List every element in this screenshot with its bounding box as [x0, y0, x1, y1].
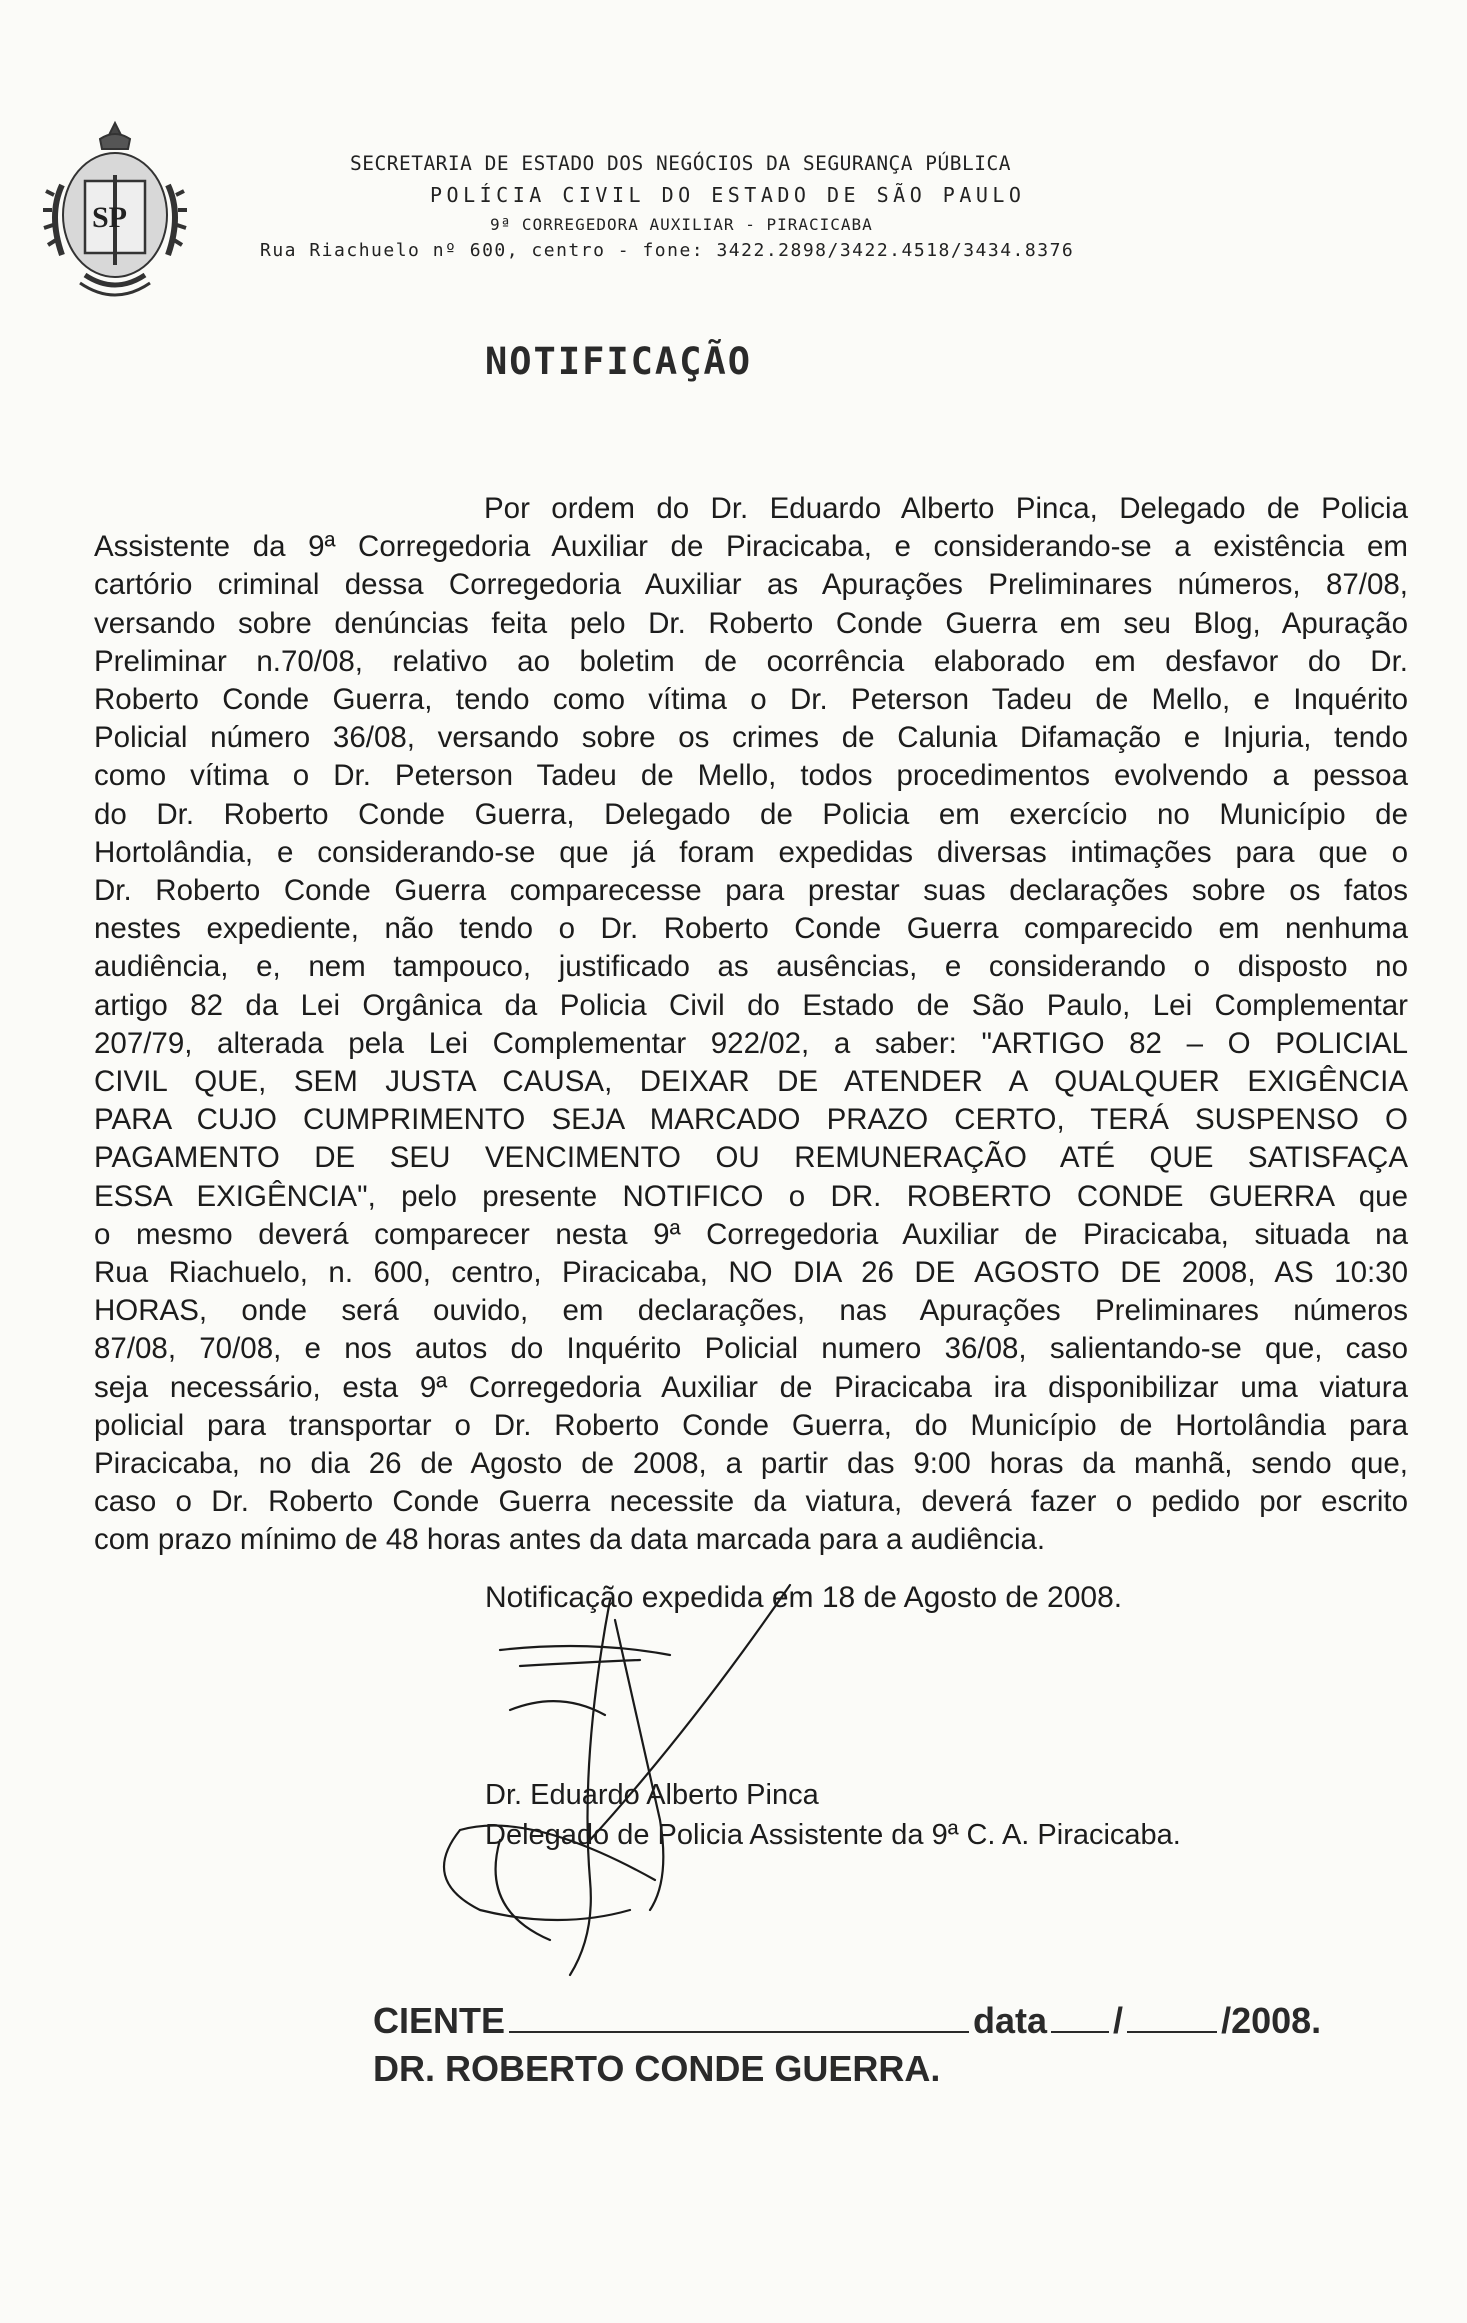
data-label: data [973, 2000, 1048, 2041]
letterhead-address: Rua Riachuelo nº 600, centro - fone: 3422.2898/3422.4518/3434.8376 [260, 240, 1075, 261]
body-line: Rua Riachuelo, n. 600, centro, Piracicaba, NO DIA 26 DE AGOSTO DE 2008, AS 10:30 [94, 1256, 1408, 1290]
body-line: Assistente da 9ª Corregedoria Auxiliar de Piracicaba, e considerando-se a existência em [94, 530, 1408, 564]
day-line [1051, 2001, 1109, 2033]
letterhead-secretariat: SECRETARIA DE ESTADO DOS NEGÓCIOS DA SEGURANÇA PÚBLICA [350, 152, 1011, 175]
signer-name: Dr. Eduardo Alberto Pinca [485, 1779, 819, 1811]
body-line: Piracicaba, no dia 26 de Agosto de 2008, a partir das 9:00 horas da manhã, sendo que, [94, 1447, 1408, 1481]
body-line: caso o Dr. Roberto Conde Guerra necessite da viatura, deverá fazer o pedido por escrito [94, 1485, 1408, 1519]
body-line: nestes expediente, não tendo o Dr. Roberto Conde Guerra comparecido em nenhuma [94, 912, 1408, 946]
acknowledger-name: DR. ROBERTO CONDE GUERRA. [373, 2048, 941, 2089]
body-line: cartório criminal dessa Corregedoria Auxiliar as Apurações Preliminares números, 87/08, [94, 568, 1408, 602]
body-line: ESSA EXIGÊNCIA", pelo presente NOTIFICO o DR. ROBERTO CONDE GUERRA que [94, 1179, 1408, 1213]
acknowledgment-block [373, 2000, 1321, 2090]
ciente-label: CIENTE [373, 2000, 506, 2041]
letterhead [240, 152, 1300, 261]
body-line: Dr. Roberto Conde Guerra comparecesse para prestar suas declarações sobre os fatos [94, 874, 1408, 908]
date-slash: / [1113, 2000, 1124, 2041]
state-seal-icon [40, 115, 190, 305]
body-line: Policial número 36/08, versando sobre os crimes de Calunia Difamação e Injuria, tendo [94, 721, 1408, 755]
body-line: Preliminar n.70/08, relativo ao boletim de ocorrência elaborado em desfavor do Dr. [94, 644, 1408, 678]
ciente-signature-line [509, 2001, 969, 2033]
body-line: 87/08, 70/08, e nos autos do Inquérito Policial numero 36/08, salientando-se que, caso [94, 1332, 1408, 1366]
document-title: NOTIFICAÇÃO [485, 340, 753, 383]
body-line: 207/79, alterada pela Lei Complementar 922/02, a saber: "ARTIGO 82 – O POLICIAL [94, 1026, 1408, 1060]
body-line: com prazo mínimo de 48 horas antes da data marcada para a audiência. [94, 1523, 1046, 1557]
body-line: versando sobre denúncias feita pelo Dr. Roberto Conde Guerra em seu Blog, Apuração [94, 606, 1408, 640]
month-line [1127, 2001, 1217, 2033]
body-line: HORAS, onde será ouvido, em declarações, nas Apurações Preliminares números [94, 1294, 1408, 1328]
body-line: policial para transportar o Dr. Roberto Conde Guerra, do Município de Hortolândia para [94, 1408, 1408, 1442]
body-line: artigo 82 da Lei Orgânica da Policia Civil do Estado de São Paulo, Lei Complementar [94, 988, 1408, 1022]
signer-block [485, 1775, 1181, 1855]
letterhead-office: 9ª CORREGEDORA AUXILIAR - PIRACICABA [490, 215, 873, 234]
signer-role: Delegado de Policia Assistente da 9ª C. A. Piracicaba. [485, 1819, 1181, 1851]
year-label: /2008. [1221, 2000, 1322, 2041]
body-line: PARA CUJO CUMPRIMENTO SEJA MARCADO PRAZO CERTO, TERÁ SUSPENSO O [94, 1103, 1408, 1137]
notification-body [94, 490, 1408, 1560]
body-line: Hortolândia, e considerando-se que já foram expedidas diversas intimações para que o [94, 835, 1408, 869]
body-line: PAGAMENTO DE SEU VENCIMENTO OU REMUNERAÇÃO ATÉ QUE SATISFAÇA [94, 1141, 1408, 1175]
seal-monogram: SP [92, 201, 128, 234]
body-line: audiência, e, nem tampouco, justificado as ausências, e considerando o disposto no [94, 950, 1408, 984]
body-line: o mesmo deverá comparecer nesta 9ª Corregedoria Auxiliar de Piracicaba, situada na [94, 1217, 1408, 1251]
body-line: Roberto Conde Guerra, tendo como vítima o Dr. Peterson Tadeu de Mello, e Inquérito [94, 683, 1408, 717]
body-line: seja necessário, esta 9ª Corregedoria Auxiliar de Piracicaba ira disponibilizar uma viatura [94, 1370, 1408, 1404]
body-line: como vítima o Dr. Peterson Tadeu de Mello, todos procedimentos evolvendo a pessoa [94, 759, 1408, 793]
notification-date: Notificação expedida em 18 de Agosto de 2008. [485, 1581, 1123, 1614]
body-line: CIVIL QUE, SEM JUSTA CAUSA, DEIXAR DE ATENDER A QUALQUER EXIGÊNCIA [94, 1065, 1408, 1099]
letterhead-police: POLÍCIA CIVIL DO ESTADO DE SÃO PAULO [430, 183, 1026, 207]
body-line: do Dr. Roberto Conde Guerra, Delegado de Policia em exercício no Município de [94, 797, 1408, 831]
body-line: Por ordem do Dr. Eduardo Alberto Pinca, Delegado de Policia [484, 492, 1408, 525]
